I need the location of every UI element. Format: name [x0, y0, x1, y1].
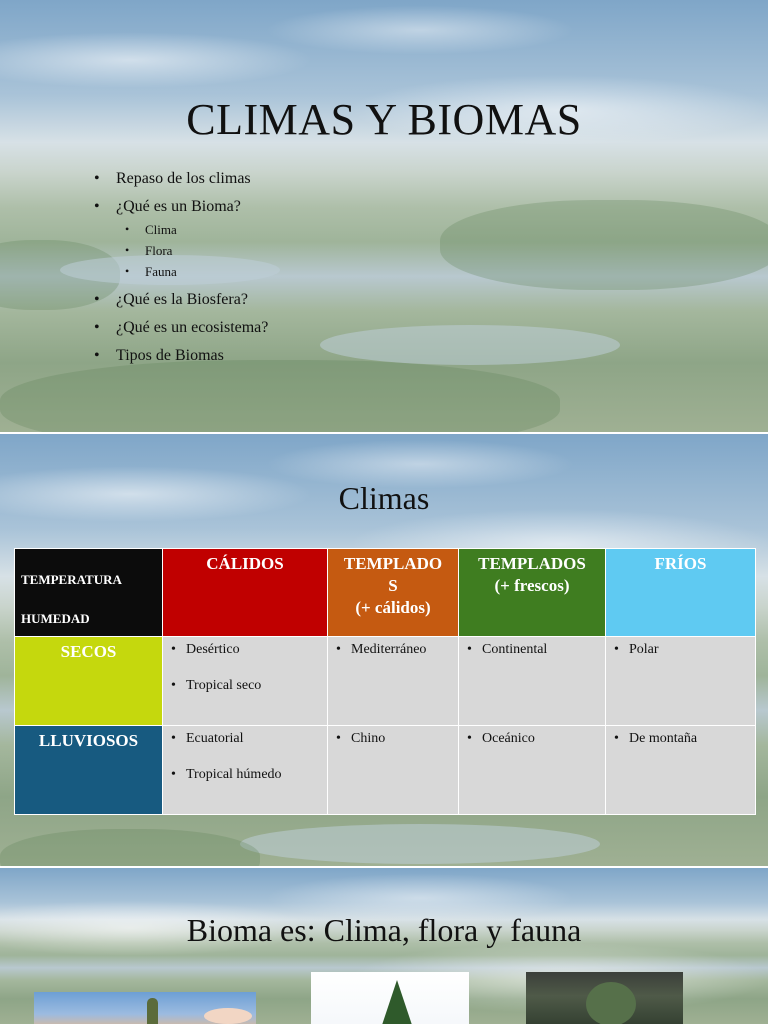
table-cell	[163, 726, 328, 815]
table-cell	[459, 726, 606, 815]
table-cell	[328, 726, 459, 815]
column-header-templados-calidos	[328, 549, 459, 637]
table-cell	[459, 637, 606, 726]
tree-shape	[377, 980, 417, 1024]
column-header-label: CÁLIDOS	[206, 554, 284, 573]
row-header-label: SECOS	[60, 642, 117, 661]
column-header-templados-frescos	[459, 549, 606, 637]
slide-1	[0, 0, 768, 432]
slide-title: CLIMAS Y BIOMAS	[186, 95, 582, 144]
cell-item: • Desértico	[169, 641, 321, 659]
cell-item: • De montaña	[612, 730, 749, 748]
corner-humidity-label: HUMEDAD	[21, 611, 90, 626]
foliage-shape	[586, 982, 636, 1024]
bullet-item: • ¿Qué es la Biosfera?	[94, 289, 268, 310]
bullet-item	[94, 196, 268, 282]
cell-item: • Tropical seco	[169, 677, 321, 695]
column-header-frios	[606, 549, 756, 637]
table-cell	[163, 637, 328, 726]
sub-bullet-list	[116, 219, 268, 282]
tree-photo	[311, 972, 469, 1024]
cactus-shape	[147, 998, 158, 1024]
bullet-item: • ¿Qué es un ecosistema?	[94, 317, 268, 338]
forest-shape	[0, 360, 560, 432]
bullet-item: • Tipos de Biomas	[94, 345, 268, 366]
slide-2	[0, 434, 768, 866]
sub-bullet-item: • Clima	[123, 219, 268, 240]
sub-bullet-item: • Flora	[123, 240, 268, 261]
row-header-lluviosos	[15, 726, 163, 815]
desert-photo	[34, 992, 256, 1024]
cell-item: • Chino	[334, 730, 452, 748]
cell-item: • Mediterráneo	[334, 641, 452, 659]
column-header-label: TEMPLADOS (+ frescos)	[478, 554, 586, 595]
table-cell	[328, 637, 459, 726]
cell-item: • Oceánico	[465, 730, 599, 748]
forest-photo	[526, 972, 683, 1024]
cell-item: • Continental	[465, 641, 599, 659]
table-corner-cell	[15, 549, 163, 637]
row-header-secos	[15, 637, 163, 726]
forest-shape	[0, 829, 260, 866]
slide-title: Bioma es: Clima, flora y fauna	[186, 912, 582, 948]
table-cell	[606, 637, 756, 726]
bullet-item: • Repaso de los climas	[94, 168, 268, 189]
forest-shape	[440, 200, 768, 290]
sub-bullet-item: • Fauna	[123, 261, 268, 282]
climate-table	[14, 548, 756, 815]
cloud-shape	[204, 1008, 252, 1024]
table-cell	[606, 726, 756, 815]
slide-title: Climas	[338, 480, 430, 516]
slide-3	[0, 868, 768, 1024]
bullet-text: ¿Qué es un Bioma?	[116, 198, 241, 215]
corner-temperature-label: TEMPERATURA	[21, 572, 122, 587]
bullet-list	[94, 168, 268, 373]
cell-item: • Polar	[612, 641, 749, 659]
cell-item: • Tropical húmedo	[169, 766, 321, 784]
river-shape	[320, 325, 620, 365]
column-header-label: FRÍOS	[654, 554, 707, 573]
cell-item: • Ecuatorial	[169, 730, 321, 748]
column-header-label: TEMPLADO S (+ cálidos)	[343, 554, 443, 617]
river-shape	[240, 824, 600, 864]
column-header-calidos	[163, 549, 328, 637]
row-header-label: LLUVIOSOS	[38, 731, 139, 750]
